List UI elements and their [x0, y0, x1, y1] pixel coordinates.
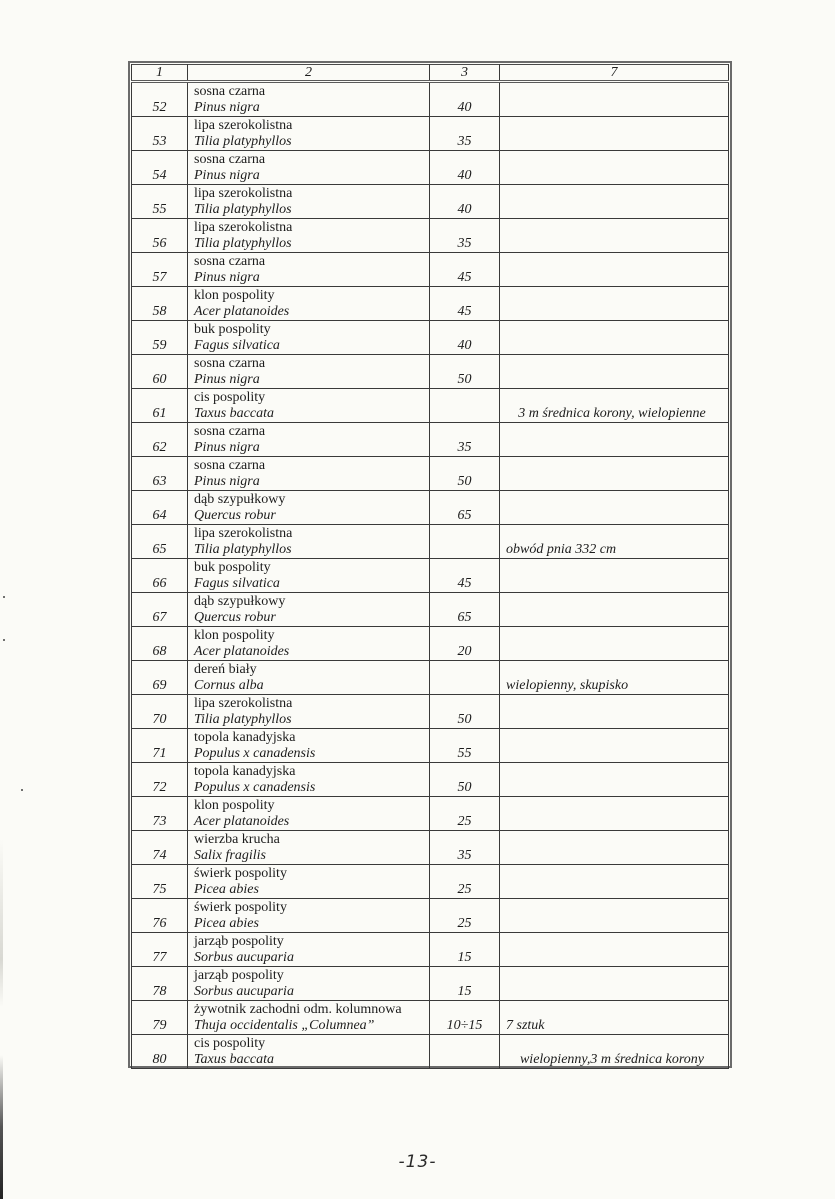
table-row: [132, 253, 729, 287]
species-latin-name: Tilia platyphyllos: [194, 236, 292, 251]
species-latin-name: Pinus nigra: [194, 100, 260, 115]
table-row: [132, 831, 729, 865]
notes-cell: [500, 763, 729, 797]
row-number: 70: [132, 695, 188, 729]
column-header-diameter: 3: [430, 65, 500, 82]
tree-inventory-table: [131, 64, 729, 1069]
species-cell: [188, 525, 430, 559]
table-row: [132, 865, 729, 899]
table-row: [132, 457, 729, 491]
species-polish-name: dąb szypułkowy: [194, 492, 286, 507]
column-header-number: 1: [132, 65, 188, 82]
notes-cell: [500, 559, 729, 593]
row-number: 65: [132, 525, 188, 559]
row-number: 75: [132, 865, 188, 899]
table-row: [132, 967, 729, 1001]
species-polish-name: sosna czarna: [194, 458, 266, 473]
table-row: [132, 763, 729, 797]
table-row: [132, 355, 729, 389]
species-polish-name: buk pospolity: [194, 560, 271, 575]
species-cell: [188, 933, 430, 967]
notes-cell: [500, 117, 729, 151]
trunk-diameter: 40: [430, 151, 500, 185]
row-number: 57: [132, 253, 188, 287]
notes-cell: wielopienny,3 m średnica korony: [500, 1035, 729, 1069]
species-polish-name: sosna czarna: [194, 254, 266, 269]
trunk-diameter: 25: [430, 865, 500, 899]
table-row: [132, 559, 729, 593]
notes-cell: [500, 423, 729, 457]
row-number: 54: [132, 151, 188, 185]
notes-cell: [500, 457, 729, 491]
species-latin-name: Pinus nigra: [194, 270, 260, 285]
species-polish-name: sosna czarna: [194, 356, 266, 371]
table-row: [132, 287, 729, 321]
notes-cell: [500, 933, 729, 967]
table-row: [132, 627, 729, 661]
species-polish-name: jarząb pospolity: [194, 934, 284, 949]
row-number: 78: [132, 967, 188, 1001]
trunk-diameter: 45: [430, 559, 500, 593]
trunk-diameter: 40: [430, 321, 500, 355]
table-row: [132, 661, 729, 695]
species-latin-name: Pinus nigra: [194, 372, 260, 387]
species-cell: [188, 1035, 430, 1069]
notes-cell: [500, 219, 729, 253]
species-polish-name: świerk pospolity: [194, 866, 287, 881]
species-polish-name: dereń biały: [194, 662, 257, 677]
notes-cell: [500, 593, 729, 627]
trunk-diameter: 40: [430, 185, 500, 219]
notes-cell: [500, 797, 729, 831]
notes-cell: [500, 899, 729, 933]
notes-cell: [500, 627, 729, 661]
species-cell: [188, 117, 430, 151]
page-number: -13-: [398, 1152, 437, 1172]
trunk-diameter: 65: [430, 593, 500, 627]
species-cell: [188, 831, 430, 865]
table-row: [132, 82, 729, 117]
species-latin-name: Taxus baccata: [194, 1052, 274, 1067]
notes-cell: [500, 151, 729, 185]
trunk-diameter: 25: [430, 899, 500, 933]
species-polish-name: lipa szerokolistna: [194, 118, 293, 133]
table-row: [132, 219, 729, 253]
table-row: [132, 151, 729, 185]
table-row: [132, 899, 729, 933]
row-number: 55: [132, 185, 188, 219]
notes-cell: [500, 831, 729, 865]
row-number: 64: [132, 491, 188, 525]
notes-cell: [500, 729, 729, 763]
trunk-diameter: [430, 661, 500, 695]
species-cell: [188, 1001, 430, 1035]
notes-cell: obwód pnia 332 cm: [500, 525, 729, 559]
species-latin-name: Pinus nigra: [194, 474, 260, 489]
tree-inventory-table-frame: [128, 61, 732, 1068]
notes-cell: wielopienny, skupisko: [500, 661, 729, 695]
species-latin-name: Sorbus aucuparia: [194, 984, 294, 999]
row-number: 76: [132, 899, 188, 933]
table-body: [132, 82, 729, 1069]
column-header-notes: 7: [500, 65, 729, 82]
row-number: 52: [132, 82, 188, 117]
trunk-diameter: 10÷15: [430, 1001, 500, 1035]
species-polish-name: klon pospolity: [194, 288, 275, 303]
table-row: [132, 389, 729, 423]
species-latin-name: Quercus robur: [194, 508, 276, 523]
species-latin-name: Thuja occidentalis „Columnea”: [194, 1018, 375, 1033]
notes-cell: [500, 865, 729, 899]
species-polish-name: sosna czarna: [194, 84, 266, 99]
trunk-diameter: 15: [430, 967, 500, 1001]
scan-speck: [3, 639, 5, 641]
species-latin-name: Tilia platyphyllos: [194, 202, 292, 217]
notes-cell: [500, 185, 729, 219]
species-latin-name: Tilia platyphyllos: [194, 712, 292, 727]
trunk-diameter: 35: [430, 831, 500, 865]
species-polish-name: lipa szerokolistna: [194, 526, 293, 541]
notes-cell: [500, 82, 729, 117]
notes-cell: [500, 355, 729, 389]
table-row: [132, 797, 729, 831]
species-cell: [188, 967, 430, 1001]
species-polish-name: wierzba krucha: [194, 832, 280, 847]
table-row: [132, 185, 729, 219]
species-polish-name: klon pospolity: [194, 628, 275, 643]
species-latin-name: Tilia platyphyllos: [194, 134, 292, 149]
table-row: [132, 729, 729, 763]
species-polish-name: topola kanadyjska: [194, 730, 296, 745]
trunk-diameter: 20: [430, 627, 500, 661]
trunk-diameter: 50: [430, 457, 500, 491]
notes-cell: [500, 695, 729, 729]
table-row: [132, 593, 729, 627]
species-cell: [188, 287, 430, 321]
table-row: [132, 933, 729, 967]
row-number: 68: [132, 627, 188, 661]
row-number: 74: [132, 831, 188, 865]
row-number: 58: [132, 287, 188, 321]
trunk-diameter: 40: [430, 82, 500, 117]
species-cell: [188, 899, 430, 933]
row-number: 80: [132, 1035, 188, 1069]
notes-cell: [500, 967, 729, 1001]
trunk-diameter: 55: [430, 729, 500, 763]
species-cell: [188, 151, 430, 185]
species-latin-name: Cornus alba: [194, 678, 264, 693]
species-cell: [188, 593, 430, 627]
species-polish-name: jarząb pospolity: [194, 968, 284, 983]
species-cell: [188, 695, 430, 729]
species-polish-name: lipa szerokolistna: [194, 220, 293, 235]
species-cell: [188, 219, 430, 253]
species-cell: [188, 763, 430, 797]
row-number: 67: [132, 593, 188, 627]
species-cell: [188, 559, 430, 593]
table-row: [132, 1035, 729, 1069]
trunk-diameter: 15: [430, 933, 500, 967]
species-polish-name: lipa szerokolistna: [194, 696, 293, 711]
species-cell: [188, 627, 430, 661]
row-number: 79: [132, 1001, 188, 1035]
species-cell: [188, 321, 430, 355]
table-header-row: [132, 65, 729, 82]
species-latin-name: Picea abies: [194, 882, 259, 897]
species-latin-name: Pinus nigra: [194, 168, 260, 183]
species-latin-name: Quercus robur: [194, 610, 276, 625]
table-row: [132, 695, 729, 729]
row-number: 61: [132, 389, 188, 423]
species-cell: [188, 389, 430, 423]
scan-speck: [21, 789, 23, 791]
species-polish-name: dąb szypułkowy: [194, 594, 286, 609]
species-latin-name: Tilia platyphyllos: [194, 542, 292, 557]
species-latin-name: Populus x canadensis: [194, 746, 316, 761]
trunk-diameter: 50: [430, 695, 500, 729]
row-number: 73: [132, 797, 188, 831]
species-latin-name: Acer platanoides: [194, 644, 290, 659]
species-polish-name: buk pospolity: [194, 322, 271, 337]
table-row: [132, 321, 729, 355]
species-cell: [188, 661, 430, 695]
table-row: [132, 525, 729, 559]
species-latin-name: Fagus silvatica: [194, 338, 280, 353]
notes-cell: [500, 321, 729, 355]
species-latin-name: Fagus silvatica: [194, 576, 280, 591]
trunk-diameter: [430, 525, 500, 559]
table-row: [132, 423, 729, 457]
trunk-diameter: 45: [430, 287, 500, 321]
species-polish-name: sosna czarna: [194, 424, 266, 439]
species-cell: [188, 423, 430, 457]
species-latin-name: Sorbus aucuparia: [194, 950, 294, 965]
row-number: 53: [132, 117, 188, 151]
notes-cell: [500, 253, 729, 287]
species-cell: [188, 865, 430, 899]
species-latin-name: Picea abies: [194, 916, 259, 931]
row-number: 63: [132, 457, 188, 491]
species-cell: [188, 491, 430, 525]
species-cell: [188, 185, 430, 219]
scan-page-edge: [0, 0, 3, 1199]
row-number: 59: [132, 321, 188, 355]
notes-cell: 7 sztuk: [500, 1001, 729, 1035]
trunk-diameter: 35: [430, 117, 500, 151]
trunk-diameter: 25: [430, 797, 500, 831]
table-row: [132, 491, 729, 525]
species-cell: [188, 82, 430, 117]
row-number: 56: [132, 219, 188, 253]
trunk-diameter: 35: [430, 219, 500, 253]
species-polish-name: lipa szerokolistna: [194, 186, 293, 201]
scan-speck: [3, 596, 5, 598]
species-polish-name: klon pospolity: [194, 798, 275, 813]
species-cell: [188, 355, 430, 389]
trunk-diameter: [430, 389, 500, 423]
species-polish-name: świerk pospolity: [194, 900, 287, 915]
table-row: [132, 117, 729, 151]
species-polish-name: żywotnik zachodni odm. kolumnowa: [194, 1002, 402, 1017]
species-latin-name: Acer platanoides: [194, 814, 290, 829]
row-number: 71: [132, 729, 188, 763]
species-cell: [188, 457, 430, 491]
notes-cell: [500, 287, 729, 321]
species-polish-name: cis pospolity: [194, 1036, 266, 1051]
row-number: 60: [132, 355, 188, 389]
species-cell: [188, 797, 430, 831]
species-latin-name: Populus x canadensis: [194, 780, 316, 795]
species-latin-name: Taxus baccata: [194, 406, 274, 421]
trunk-diameter: 50: [430, 763, 500, 797]
species-polish-name: sosna czarna: [194, 152, 266, 167]
species-polish-name: topola kanadyjska: [194, 764, 296, 779]
species-latin-name: Acer platanoides: [194, 304, 290, 319]
notes-cell: [500, 491, 729, 525]
species-polish-name: cis pospolity: [194, 390, 266, 405]
trunk-diameter: [430, 1035, 500, 1069]
table-row: [132, 1001, 729, 1035]
trunk-diameter: 50: [430, 355, 500, 389]
notes-cell: 3 m średnica korony, wielopienne: [500, 389, 729, 423]
column-header-species: 2: [188, 65, 430, 82]
row-number: 66: [132, 559, 188, 593]
row-number: 69: [132, 661, 188, 695]
row-number: 72: [132, 763, 188, 797]
trunk-diameter: 45: [430, 253, 500, 287]
species-cell: [188, 729, 430, 763]
species-latin-name: Pinus nigra: [194, 440, 260, 455]
trunk-diameter: 65: [430, 491, 500, 525]
row-number: 77: [132, 933, 188, 967]
trunk-diameter: 35: [430, 423, 500, 457]
species-cell: [188, 253, 430, 287]
species-latin-name: Salix fragilis: [194, 848, 266, 863]
row-number: 62: [132, 423, 188, 457]
